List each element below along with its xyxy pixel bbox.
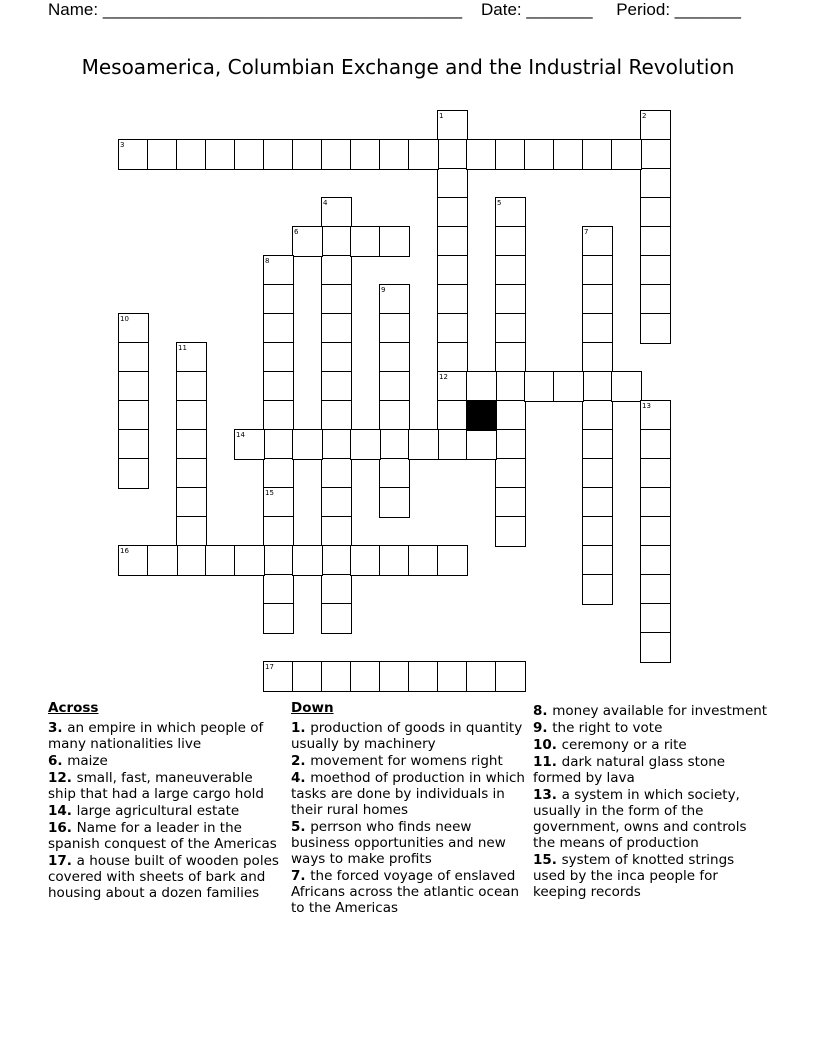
grid-cell[interactable] [640, 284, 671, 315]
grid-cell[interactable] [466, 661, 497, 692]
grid-cell[interactable] [379, 429, 410, 460]
grid-cell[interactable] [611, 371, 642, 402]
cell-number: 14 [236, 431, 245, 439]
grid-cell[interactable] [582, 255, 613, 286]
grid-cell[interactable] [234, 429, 265, 460]
grid-cell[interactable] [640, 545, 671, 576]
grid-cell[interactable] [379, 661, 410, 692]
grid-cell[interactable] [321, 342, 352, 373]
across-clue-list [48, 720, 284, 901]
grid-cell[interactable] [263, 516, 294, 547]
grid-cell[interactable] [176, 545, 207, 576]
grid-cell[interactable] [263, 574, 294, 605]
grid-cell[interactable] [118, 371, 149, 402]
grid-cell[interactable] [234, 545, 265, 576]
grid-cell[interactable] [640, 255, 671, 286]
grid-cell[interactable] [582, 545, 613, 576]
cell-number: 15 [265, 489, 274, 497]
clue-item [291, 868, 527, 916]
grid-cell[interactable] [495, 226, 526, 257]
grid-cell[interactable] [176, 429, 207, 460]
grid-cell[interactable] [321, 197, 352, 228]
grid-cell[interactable] [350, 139, 381, 170]
cell-number: 16 [120, 547, 129, 555]
grid-cell[interactable] [292, 429, 323, 460]
cell-number: 4 [323, 199, 328, 207]
grid-cell[interactable] [350, 429, 381, 460]
cell-number: 3 [120, 141, 125, 149]
grid-cell[interactable] [495, 342, 526, 373]
clue-number: 17. [48, 853, 77, 869]
grid-cell[interactable] [437, 168, 468, 199]
down-clue-list [291, 720, 527, 916]
grid-cell[interactable] [437, 197, 468, 228]
down-clue-list-continued [533, 703, 769, 900]
cell-number: 7 [584, 228, 589, 236]
grid-cell[interactable] [321, 516, 352, 547]
grid-cell[interactable] [437, 661, 468, 692]
clue-item [291, 770, 527, 818]
grid-cell[interactable] [321, 255, 352, 286]
clue-number: 5. [291, 819, 311, 835]
grid-cell[interactable] [176, 400, 207, 431]
grid-cell[interactable] [321, 545, 352, 576]
grid-cell[interactable] [379, 458, 410, 489]
grid-cell[interactable] [582, 429, 613, 460]
period-label: Period: [616, 0, 671, 19]
grid-cell[interactable] [176, 487, 207, 518]
clue-number: 16. [48, 820, 77, 836]
grid-cell[interactable] [292, 226, 323, 257]
clue-number: 9. [533, 720, 553, 736]
grid-cell[interactable] [408, 139, 439, 170]
grid-cell[interactable] [321, 139, 352, 170]
clue-item [533, 737, 769, 753]
clue-text: the right to vote [552, 720, 663, 736]
grid-cell[interactable] [176, 458, 207, 489]
name-label: Name: [48, 0, 99, 19]
clue-text: a system in which society, usually in the form of the government, owns and controls the means of production [533, 787, 747, 851]
grid-cell[interactable] [582, 487, 613, 518]
clue-item [48, 820, 284, 852]
grid-cell[interactable] [640, 313, 671, 344]
grid-cell[interactable] [263, 342, 294, 373]
clue-text: the forced voyage of enslaved Africans across the atlantic ocean to the Americas [291, 868, 520, 916]
clue-number: 11. [533, 754, 562, 770]
grid-cell[interactable] [379, 487, 410, 518]
grid-cell[interactable] [350, 545, 381, 576]
grid-cell[interactable] [350, 226, 381, 257]
grid-cell[interactable] [495, 661, 526, 692]
cell-number: 5 [497, 199, 502, 207]
grid-cell[interactable] [640, 516, 671, 547]
grid-cell[interactable] [495, 458, 526, 489]
period-blank[interactable]: _______ [674, 0, 741, 19]
grid-cell[interactable] [379, 226, 410, 257]
grid-cell[interactable] [437, 226, 468, 257]
grid-cell[interactable] [263, 429, 294, 460]
cell-number: 9 [381, 286, 386, 294]
clue-text: perrson who finds neew business opportunities and new ways to make profits [291, 819, 506, 867]
grid-cell[interactable] [321, 400, 352, 431]
clue-text: an empire in which people of many nationalities live [48, 720, 264, 752]
grid-cell[interactable] [408, 661, 439, 692]
grid-cell[interactable] [495, 197, 526, 228]
grid-cell[interactable] [321, 574, 352, 605]
grid-cell[interactable] [263, 284, 294, 315]
clue-text: a house built of wooden poles covered with sheets of bark and housing about a dozen families [48, 853, 279, 901]
grid-cell[interactable] [582, 458, 613, 489]
date-label: Date: [481, 0, 522, 19]
grid-cell[interactable] [408, 429, 439, 460]
clue-item [533, 754, 769, 786]
down-heading: Down [291, 700, 334, 716]
clue-number: 3. [48, 720, 68, 736]
grid-cell[interactable] [524, 139, 555, 170]
grid-cell[interactable] [263, 545, 294, 576]
grid-cell[interactable] [118, 400, 149, 431]
grid-cell[interactable] [205, 139, 236, 170]
grid-cell[interactable] [611, 139, 642, 170]
grid-cell[interactable] [379, 400, 410, 431]
clue-number: 2. [291, 753, 311, 769]
grid-cell[interactable] [118, 139, 149, 170]
page-title: Mesoamerica, Columbian Exchange and the Industrial Revolution [81, 55, 735, 79]
grid-cell[interactable] [582, 313, 613, 344]
grid-cell[interactable] [263, 487, 294, 518]
clue-number: 14. [48, 803, 77, 819]
grid-cell[interactable] [437, 139, 468, 170]
grid-cell[interactable] [118, 458, 149, 489]
grid-cell[interactable] [640, 574, 671, 605]
across-heading: Across [48, 700, 99, 716]
clue-item [533, 852, 769, 900]
grid-cell[interactable] [640, 632, 671, 663]
clue-text: moethod of production in which tasks are done by individuals in their rural homes [291, 770, 525, 818]
grid-cell[interactable] [379, 342, 410, 373]
grid-cell[interactable] [466, 429, 497, 460]
grid-cell[interactable] [640, 487, 671, 518]
grid-cell[interactable] [263, 371, 294, 402]
clue-text: money available for investment [552, 703, 768, 719]
grid-cell[interactable] [263, 139, 294, 170]
grid-cell[interactable] [321, 458, 352, 489]
clue-text: Name for a leader in the spanish conquest of the Americas [48, 820, 277, 852]
grid-cell[interactable] [640, 458, 671, 489]
grid-cell[interactable] [640, 429, 671, 460]
grid-cell[interactable] [553, 371, 584, 402]
grid-cell[interactable] [495, 429, 526, 460]
grid-cell[interactable] [292, 139, 323, 170]
grid-cell[interactable] [321, 284, 352, 315]
grid-cell[interactable] [321, 487, 352, 518]
clue-text: production of goods in quantity usually by machinery [291, 720, 523, 752]
grid-cell[interactable] [640, 400, 671, 431]
cell-number: 11 [178, 344, 187, 352]
grid-cell[interactable] [495, 313, 526, 344]
grid-cell[interactable] [582, 284, 613, 315]
clue-text: large agricultural estate [76, 803, 240, 819]
grid-cell[interactable] [582, 574, 613, 605]
grid-cell[interactable] [437, 284, 468, 315]
grid-cell[interactable] [176, 516, 207, 547]
down-clues-column-1 [291, 700, 527, 917]
grid-cell[interactable] [495, 139, 526, 170]
clue-item [48, 753, 284, 769]
clue-text: maize [67, 753, 108, 769]
clue-text: ceremony or a rite [561, 737, 687, 753]
grid-cell[interactable] [582, 226, 613, 257]
grid-cell[interactable] [118, 313, 149, 344]
grid-cell[interactable] [263, 603, 294, 634]
grid-cell[interactable] [437, 400, 468, 431]
grid-cell[interactable] [263, 458, 294, 489]
grid-cell[interactable] [640, 226, 671, 257]
grid-cell[interactable] [582, 400, 613, 431]
grid-cell[interactable] [118, 545, 149, 576]
grid-cell[interactable] [582, 516, 613, 547]
grid-cell[interactable] [263, 400, 294, 431]
grid-cell[interactable] [582, 371, 613, 402]
grid-cell[interactable] [176, 139, 207, 170]
grid-cell[interactable] [379, 284, 410, 315]
clue-text: movement for womens right [310, 753, 503, 769]
grid-cell[interactable] [321, 313, 352, 344]
clue-item [291, 720, 527, 752]
grid-cell[interactable] [321, 661, 352, 692]
clue-item [533, 720, 769, 736]
grid-cell[interactable] [524, 371, 555, 402]
grid-cell[interactable] [147, 545, 178, 576]
grid-cell[interactable] [495, 487, 526, 518]
clue-item [48, 770, 284, 802]
black-square [466, 400, 497, 431]
clue-item [48, 803, 284, 819]
grid-cell[interactable] [466, 139, 497, 170]
grid-cell[interactable] [437, 110, 468, 141]
date-blank[interactable]: _______ [526, 0, 593, 19]
grid-cell[interactable] [408, 545, 439, 576]
grid-cell[interactable] [640, 603, 671, 634]
grid-cell[interactable] [118, 342, 149, 373]
cell-number: 13 [642, 402, 651, 410]
clue-item [291, 819, 527, 867]
grid-cell[interactable] [495, 516, 526, 547]
grid-cell[interactable] [437, 342, 468, 373]
clue-number: 10. [533, 737, 562, 753]
clue-number: 13. [533, 787, 562, 803]
grid-cell[interactable] [640, 110, 671, 141]
clue-number: 1. [291, 720, 311, 736]
grid-cell[interactable] [147, 139, 178, 170]
grid-cell[interactable] [118, 429, 149, 460]
grid-cell[interactable] [495, 284, 526, 315]
clue-item [533, 787, 769, 851]
grid-cell[interactable] [437, 371, 468, 402]
cell-number: 8 [265, 257, 270, 265]
grid-cell[interactable] [321, 603, 352, 634]
grid-cell[interactable] [321, 429, 352, 460]
grid-cell[interactable] [263, 661, 294, 692]
clue-item [48, 853, 284, 901]
grid-cell[interactable] [176, 342, 207, 373]
grid-cell[interactable] [495, 371, 526, 402]
clue-text: small, fast, maneuverable ship that had a large cargo hold [48, 770, 264, 802]
clue-number: 15. [533, 852, 562, 868]
clue-item [291, 753, 527, 769]
grid-cell[interactable] [640, 168, 671, 199]
clue-number: 6. [48, 753, 68, 769]
cell-number: 12 [439, 373, 448, 381]
grid-cell[interactable] [234, 139, 265, 170]
grid-cell[interactable] [176, 371, 207, 402]
cell-number: 17 [265, 663, 274, 671]
grid-cell[interactable] [437, 255, 468, 286]
grid-cell[interactable] [640, 139, 671, 170]
grid-cell[interactable] [582, 342, 613, 373]
grid-cell[interactable] [582, 139, 613, 170]
grid-cell[interactable] [495, 255, 526, 286]
name-blank[interactable]: ______________________________________ [102, 0, 463, 19]
clue-number: 8. [533, 703, 553, 719]
grid-cell[interactable] [640, 197, 671, 228]
grid-cell[interactable] [292, 545, 323, 576]
down-clues-column-2 [533, 703, 769, 901]
grid-cell[interactable] [263, 255, 294, 286]
grid-cell[interactable] [379, 371, 410, 402]
grid-cell[interactable] [553, 139, 584, 170]
grid-cell[interactable] [466, 371, 497, 402]
clue-item [48, 720, 284, 752]
grid-cell[interactable] [292, 661, 323, 692]
grid-cell[interactable] [205, 545, 236, 576]
clue-text: dark natural glass stone formed by lava [533, 754, 726, 786]
grid-cell[interactable] [350, 661, 381, 692]
grid-cell[interactable] [495, 400, 526, 431]
clue-number: 7. [291, 868, 311, 884]
across-clues [48, 700, 284, 902]
cell-number: 1 [439, 112, 444, 120]
grid-cell[interactable] [263, 313, 294, 344]
grid-cell[interactable] [321, 371, 352, 402]
clue-number: 12. [48, 770, 77, 786]
grid-cell[interactable] [321, 226, 352, 257]
grid-cell[interactable] [379, 545, 410, 576]
clue-number: 4. [291, 770, 311, 786]
grid-cell[interactable] [379, 313, 410, 344]
clue-text: system of knotted strings used by the inca people for keeping records [533, 852, 735, 900]
grid-cell[interactable] [437, 429, 468, 460]
clue-item [533, 703, 769, 719]
grid-cell[interactable] [379, 139, 410, 170]
grid-cell[interactable] [437, 545, 468, 576]
grid-cell[interactable] [437, 313, 468, 344]
cell-number: 6 [294, 228, 299, 236]
cell-number: 10 [120, 315, 129, 323]
cell-number: 2 [642, 112, 647, 120]
